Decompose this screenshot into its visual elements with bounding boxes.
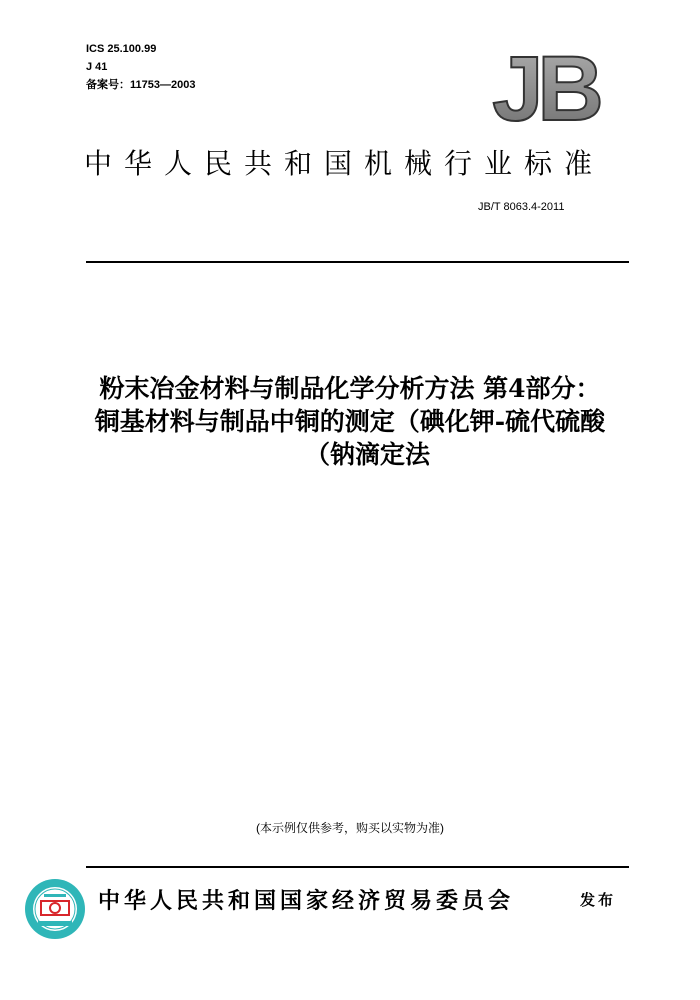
title-line-1: 粉末冶金材料与制品化学分析方法 第4部分： [99,374,601,403]
document-title [20,372,680,471]
ics-code: ICS 25.100.99 [86,43,157,55]
bottom-divider [86,866,629,868]
issuer-name: 中华人民共和国国家经济贸易委员会 [98,889,515,914]
sample-note: (本示例仅供参考，购买以实物为准) [256,821,444,835]
header-title: 中华人民共和国机械行业标准 [84,147,605,180]
class-code: J 41 [86,61,108,73]
jb-logo [470,48,620,128]
meta-block [86,40,195,94]
title-line-2: 铜基材料与制品中铜的测定（碘化钾-硫代硫酸 [94,407,606,436]
certification-seal-icon [24,878,86,940]
issue-word: 发布 [580,891,617,909]
jb-logo-text: JB [492,48,598,128]
title-line-3: （钠滴定法 [305,440,431,469]
record-number: 备案号：11753—2003 [86,79,196,91]
top-divider [86,261,629,263]
standard-number: JB/T 8063.4-2011 [478,201,565,213]
